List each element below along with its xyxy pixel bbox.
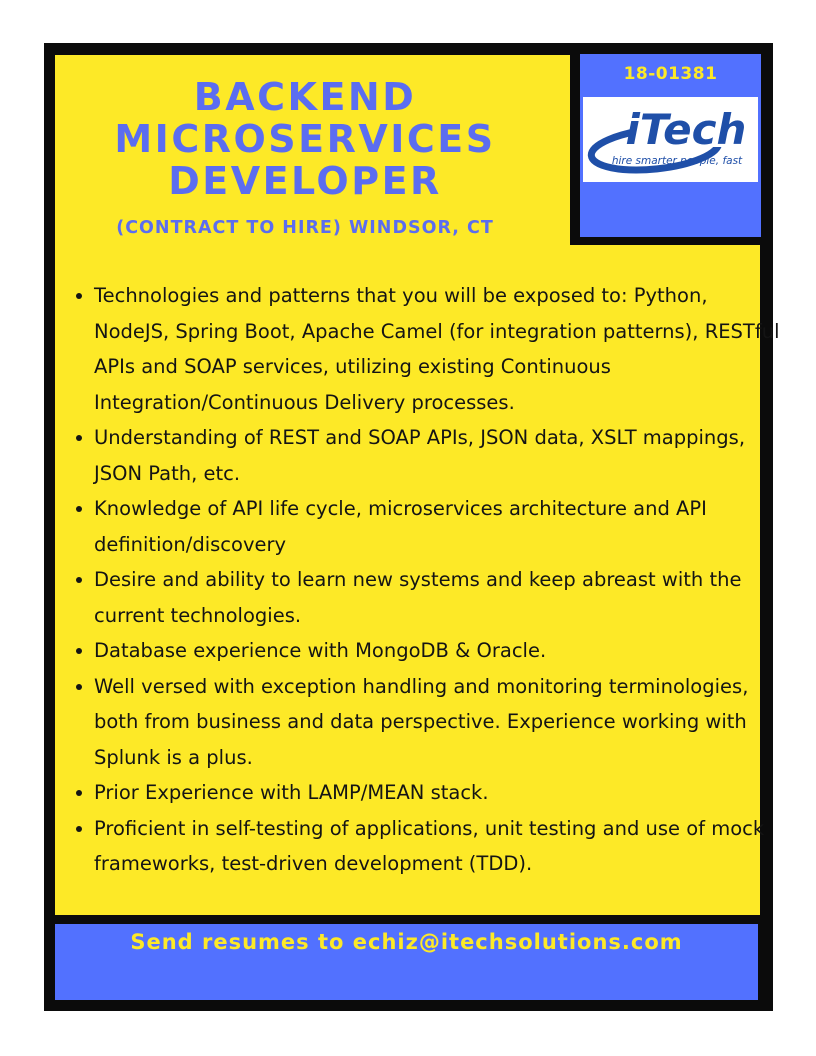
requirement-item: Proficient in self-testing of applications, unit testing and use of mock frameworks, test-driven development (TDD). xyxy=(94,811,784,882)
requirement-item: Understanding of REST and SOAP APIs, JSON data, XSLT mappings, JSON Path, etc. xyxy=(94,420,784,491)
requirement-item: Database experience with MongoDB & Oracle. xyxy=(94,633,784,669)
requirement-item: Technologies and patterns that you will be exposed to: Python, NodeJS, Spring Boot, Apache Camel (for integration patterns), RESTful APIs and SOAP services, utilizing existing Continuous Integration/Continuous Delivery processes. xyxy=(94,278,784,420)
logo-name: iTech xyxy=(625,105,747,154)
requirements-list xyxy=(70,278,784,882)
requirement-item: Desire and ability to learn new systems and keep abreast with the current technologies. xyxy=(94,562,784,633)
requirement-item: Knowledge of API life cycle, microservices architecture and API definition/discovery xyxy=(94,491,784,562)
contact-line: Send resumes to echiz@itechsolutions.com xyxy=(130,930,683,954)
job-title-line: BACKEND xyxy=(193,75,417,119)
requirement-item: Well versed with exception handling and monitoring terminologies, both from business and data perspective. Experience working with Splunk is a plus. xyxy=(94,669,784,776)
logo-tagline: hire smarter people, fast xyxy=(611,155,743,167)
job-id: 18-01381 xyxy=(623,64,718,84)
job-title xyxy=(85,76,525,202)
job-title-line: DEVELOPER xyxy=(168,159,442,203)
job-title-line: MICROSERVICES xyxy=(114,117,496,161)
itech-logo-swoosh-icon xyxy=(583,97,758,182)
job-subtitle: (CONTRACT TO HIRE) WINDSOR, CT xyxy=(116,218,494,238)
itech-logo xyxy=(583,97,758,182)
requirement-item: Prior Experience with LAMP/MEAN stack. xyxy=(94,775,784,811)
